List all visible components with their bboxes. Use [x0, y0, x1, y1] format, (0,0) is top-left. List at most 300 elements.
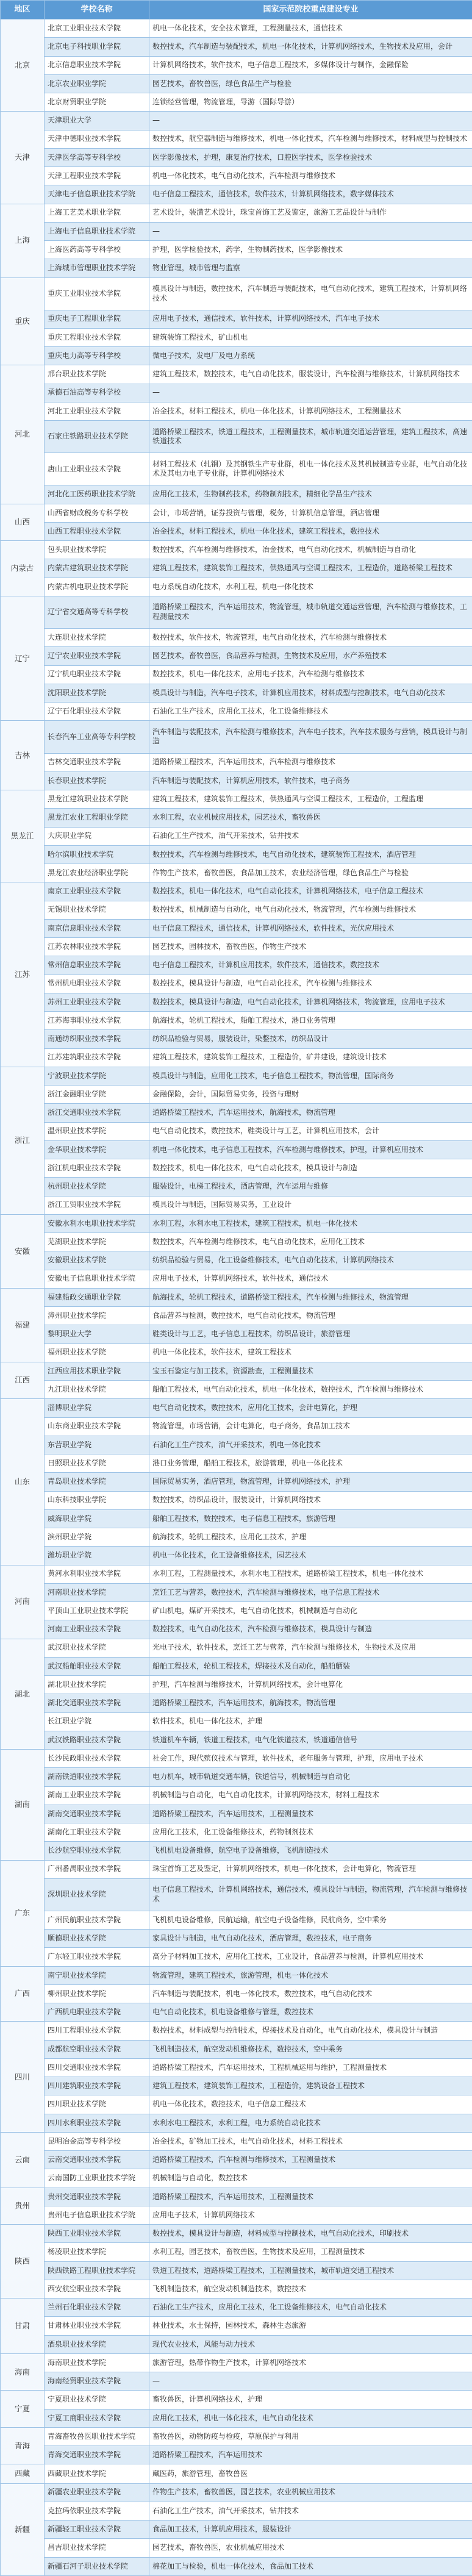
table-row [1, 1948, 472, 1966]
table-row [1, 1712, 472, 1731]
table-row [1, 809, 472, 827]
key-majors-cell: 数控技术，汽车制造与装配技术，机电一体化技术，计算机网络技术，生物技术及应用，会计 [149, 38, 472, 56]
school-name-cell: 山西省财政税务专科学校 [45, 504, 149, 522]
table-row [1, 901, 472, 919]
school-name-cell: 日照职业技术学院 [45, 1454, 149, 1473]
school-name-cell: 河北工业职业技术学院 [45, 402, 149, 420]
school-name-cell: 江苏建筑职业技术学院 [45, 1048, 149, 1067]
key-majors-cell: 高分子材料加工技术，应用化工技术，工业设计，食品营养与检测，计算机应用技术 [149, 1948, 472, 1966]
school-name-cell: 上海电子信息职业技术学院 [45, 222, 149, 240]
region-cell: 陕西 [1, 2225, 45, 2299]
table-row [1, 1620, 472, 1639]
key-majors-cell: 材料工程技术（轧钢）及其钢铁生产专业群，机电一体化技术及其机械制造专业群，电气自动化技术及其电力电子专业群，计算机网络技术 [149, 453, 472, 485]
table-row [1, 1657, 472, 1675]
table-row [1, 1805, 472, 1823]
table-row [1, 167, 472, 185]
school-name-cell: 贵州电子信息职业技术学院 [45, 2206, 149, 2224]
key-majors-cell: 物流管理，市场营销，会计电算化，电子商务，食品加工技术 [149, 1417, 472, 1436]
region-cell: 新疆 [1, 2483, 45, 2575]
school-name-cell: 承德石油高等专科学校 [45, 384, 149, 402]
school-name-cell: 昌吉职业技术学院 [45, 2539, 149, 2557]
table-row [1, 1750, 472, 1768]
school-name-cell: 南宁职业技术学院 [45, 1966, 149, 1984]
key-majors-cell: 道路桥梁工程技术，铁道工程技术，工程测量技术，城市轨道交通运营管理，建筑工程技术，高速铁道技术 [149, 421, 472, 453]
table-row [1, 1270, 472, 1288]
table-row [1, 2464, 472, 2483]
school-name-cell: 黑龙江建筑职业技术学院 [45, 790, 149, 809]
key-majors-cell: 建筑工程技术，建筑装饰工程技术，供热通风与空调工程技术，工程造价，工程监理 [149, 790, 472, 809]
table-row [1, 241, 472, 259]
school-name-cell: 浙江交通职业技术学院 [45, 1104, 149, 1122]
key-majors-cell: 航海技术，轮机工程技术，船舶工程技术，港口业务管理 [149, 1012, 472, 1030]
key-majors-cell: 建筑装饰工程技术，矿山机电 [149, 328, 472, 346]
key-majors-cell: 冶金技术，材料工程技术，机电一体化技术，建筑工程技术，数控技术 [149, 522, 472, 540]
table-row [1, 74, 472, 93]
school-name-cell: 福建船政交通职业学院 [45, 1288, 149, 1306]
school-name-cell: 青海交通职业技术学院 [45, 2446, 149, 2464]
key-majors-cell: 数控技术，机电一体化技术，应用电子技术，汽车检测与维修技术 [149, 665, 472, 684]
table-row [1, 1454, 472, 1473]
key-majors-cell: 园艺技术，畜牧兽医，食品营养与检测，生物技术及应用，水产养殖技术 [149, 647, 472, 665]
school-name-cell: 威海职业学院 [45, 1509, 149, 1528]
key-majors-cell: 飞机机电设备维修，民航运输，航空电子设备维修，民航商务，空中乘务 [149, 1911, 472, 1929]
table-row [1, 665, 472, 684]
key-majors-cell: 数控技术，纺织品设计，服装设计，计算机网络技术 [149, 1491, 472, 1509]
table-row [1, 1676, 472, 1694]
key-majors-cell: 航海技术，轮机工程技术，道路桥梁工程技术，汽车检测与维修技术，物流管理 [149, 1288, 472, 1306]
school-name-cell: 南通纺织职业技术学院 [45, 1030, 149, 1048]
key-majors-cell: 石油化工生产技术，应用化工技术，化工设备维修技术，电气自动化技术 [149, 2299, 472, 2317]
school-name-cell: 安徽水利水电职业技术学院 [45, 1214, 149, 1233]
key-majors-cell: 道路桥梁工程技术，汽车运用技术，工程机械运用与维护，工程测量技术 [149, 2058, 472, 2077]
school-name-cell: 湖南铁道职业技术学院 [45, 1768, 149, 1786]
school-name-cell: 长春职业技术学院 [45, 771, 149, 790]
key-majors-cell: 数控技术，电气自动化技术，汽车检测与维修技术，模具设计与制造 [149, 1620, 472, 1639]
key-majors-cell: 藏医药，旅游管理，畜牧兽医 [149, 2464, 472, 2483]
table-row [1, 204, 472, 222]
school-name-cell: 上海医药高等专科学校 [45, 241, 149, 259]
region-cell: 河南 [1, 1565, 45, 1639]
key-majors-cell: 机电一体化技术，化工设备维修技术，园艺技术 [149, 1547, 472, 1565]
school-name-cell: 黎明职业大学 [45, 1325, 149, 1343]
table-row [1, 20, 472, 38]
key-majors-cell: 石油化工生产技术，油气开采技术，机电一体化技术 [149, 1436, 472, 1454]
key-majors-cell: 数控技术，机电一体化技术，电气自动化技术，计算机网络技术，电子信息工程技术 [149, 882, 472, 901]
table-row [1, 222, 472, 240]
key-majors-cell: 应用电子技术，通信技术，软件技术，计算机网络技术，汽车电子技术 [149, 310, 472, 328]
table-row [1, 1159, 472, 1178]
school-name-cell: 芜湖职业技术学院 [45, 1233, 149, 1251]
school-name-cell: 四川水利职业技术学院 [45, 2114, 149, 2132]
table-row [1, 504, 472, 522]
school-name-cell: 四川建筑职业技术学院 [45, 2077, 149, 2095]
key-majors-cell: 道路桥梁工程技术，汽车运用技术，航海技术，物流管理 [149, 1104, 472, 1122]
table-row [1, 2372, 472, 2391]
key-majors-cell: 船舶工程技术，电气自动化技术，机电一体化技术，数控技术，汽车检测与维修技术 [149, 1381, 472, 1399]
key-majors-cell: 汽车制造与装配技术，机电一体化技术，数控技术，电气自动化技术 [149, 1984, 472, 2003]
table-row [1, 2188, 472, 2206]
key-majors-cell: 电气自动化技术，数控技术，应用化工技术，会计电算化，护理 [149, 1399, 472, 1417]
table-row [1, 1122, 472, 1140]
school-name-cell: 西安航空职业技术学院 [45, 2280, 149, 2298]
key-majors-cell: 石油化工生产技术，应用化工技术，化工设备维修技术 [149, 703, 472, 721]
key-majors-cell: 道路桥梁工程技术，汽车运用技术，工程测量技术 [149, 2188, 472, 2206]
school-name-cell: 苏州工业职业技术学院 [45, 993, 149, 1011]
key-majors-cell: 烹饪工艺与营养，数控技术，汽车检测与维修技术，电子信息工程技术 [149, 1583, 472, 1601]
table-row [1, 2040, 472, 2058]
header-key-majors: 国家示范院校重点建设专业 [149, 1, 472, 20]
key-majors-cell: 冶金技术，材料工程技术，机电一体化技术，计算机网络技术，工程测量技术 [149, 402, 472, 420]
school-name-cell: 上海城市管理职业技术学院 [45, 259, 149, 277]
key-majors-cell: 电子信息工程技术，计算机应用技术，软件技术，通信技术，数控技术 [149, 956, 472, 975]
table-row [1, 2225, 472, 2243]
school-name-cell: 武汉职业技术学院 [45, 1639, 149, 1657]
table-row [1, 1399, 472, 1417]
school-name-cell: 山东科技职业学院 [45, 1491, 149, 1509]
region-cell: 浙江 [1, 1067, 45, 1214]
key-majors-cell: 艺术设计，装潢艺术设计，珠宝首饰工艺及鉴定，旅游工艺品设计与制作 [149, 204, 472, 222]
table-row [1, 347, 472, 365]
key-majors-cell: 建筑工程技术，建筑装饰工程技术，工程造价，矿井建设，建筑设计技术 [149, 1048, 472, 1067]
table-row [1, 1104, 472, 1122]
region-cell: 广西 [1, 1966, 45, 2022]
table-row [1, 684, 472, 702]
table-row [1, 1694, 472, 1712]
key-majors-cell: 电气自动化技术，数控技术，鞋类设计与工艺，计算机应用技术，会计 [149, 1122, 472, 1140]
table-row [1, 919, 472, 937]
region-cell: 甘肃 [1, 2299, 45, 2354]
school-name-cell: 温州职业技术学院 [45, 1122, 149, 1140]
school-name-cell: 山东商业职业技术学院 [45, 1417, 149, 1436]
school-name-cell: 河北化工医药职业技术学院 [45, 485, 149, 504]
school-name-cell: 青海畜牧兽医职业技术学院 [45, 2427, 149, 2445]
school-name-cell: 天津职业大学 [45, 112, 149, 130]
table-row [1, 1473, 472, 1491]
school-name-cell: 哈尔滨职业技术学院 [45, 845, 149, 864]
school-name-cell: 上海工艺美术职业学院 [45, 204, 149, 222]
region-cell: 海南 [1, 2353, 45, 2391]
school-name-cell: 北京电子科技职业学院 [45, 38, 149, 56]
school-name-cell: 重庆工业职业技术学院 [45, 277, 149, 310]
table-row [1, 2003, 472, 2022]
table-row [1, 629, 472, 647]
key-majors-cell: 家具设计与制造，电气自动化技术，酒店管理，数控技术，电子商务 [149, 1930, 472, 1948]
key-majors-cell: 微电子技术，发电厂及电力系统 [149, 347, 472, 365]
key-majors-cell: 园艺技术，畜牧兽医，绿色食品生产与检验 [149, 74, 472, 93]
key-majors-cell: 飞机机电设备维修，航空电子设备维修，飞机制造技术 [149, 1842, 472, 1860]
key-majors-cell: 应用电子技术，计算机网络技术 [149, 2206, 472, 2224]
key-majors-cell: 园艺技术，园林技术，畜牧兽医，作物生产技术 [149, 938, 472, 956]
key-majors-cell: 水利水电工程技术，水利工程，电力系统自动化技术 [149, 2114, 472, 2132]
table-row [1, 2169, 472, 2188]
school-name-cell: 南京信息职业技术学院 [45, 919, 149, 937]
school-name-cell: 常州机电职业技术学院 [45, 975, 149, 993]
table-row [1, 1251, 472, 1270]
school-name-cell: 杨凌职业技术学院 [45, 2243, 149, 2261]
school-name-cell: 湖南工业职业技术学院 [45, 1786, 149, 1805]
table-row [1, 2391, 472, 2409]
table-row [1, 1012, 472, 1030]
key-majors-cell: 林业技术，水土保持，园林技术，森林生态旅游 [149, 2317, 472, 2335]
table-row [1, 2132, 472, 2150]
key-majors-cell: 道路桥梁工程技术，汽车运用技术，航海技术，物流管理 [149, 1694, 472, 1712]
table-row [1, 2335, 472, 2353]
table-row [1, 1509, 472, 1528]
school-name-cell: 常州信息职业技术学院 [45, 956, 149, 975]
key-majors-cell: 数控技术，材料成型与控制技术，焊接技术及自动化，电气自动化技术，模具设计与制造 [149, 2022, 472, 2040]
table-row [1, 1639, 472, 1657]
school-name-cell: 重庆工程职业技术学院 [45, 328, 149, 346]
key-majors-cell: 应用化工技术，机电一体化技术，电气自动化技术 [149, 2409, 472, 2427]
key-majors-cell: 应用化工技术，化工设备维修技术，药物制剂技术 [149, 1823, 472, 1842]
table-row [1, 2539, 472, 2557]
school-name-cell: 石家庄铁路职业技术学院 [45, 421, 149, 453]
school-name-cell: 顺德职业技术学院 [45, 1930, 149, 1948]
key-majors-cell: 医学影像技术，护理，康复治疗技术，口腔医学技术，医学检验技术 [149, 148, 472, 166]
region-cell: 北京 [1, 20, 45, 112]
table-row [1, 56, 472, 74]
region-cell: 天津 [1, 112, 45, 204]
table-row [1, 259, 472, 277]
school-name-cell: 天津电子信息职业技术学院 [45, 185, 149, 204]
region-cell: 广东 [1, 1860, 45, 1966]
region-cell: 湖北 [1, 1639, 45, 1750]
school-name-cell: 湖北交通职业技术学院 [45, 1694, 149, 1712]
key-majors-cell: 铁道工程技术，道路桥梁工程技术，工程测量技术，城市轨道交通工程技术 [149, 2261, 472, 2280]
school-name-cell: 长江职业学院 [45, 1712, 149, 1731]
table-row [1, 365, 472, 384]
school-name-cell: 辽宁机电职业技术学院 [45, 665, 149, 684]
school-name-cell: 大庆职业学院 [45, 827, 149, 845]
key-majors-cell: 飞机制造技术，航空发动机维修技术，数控技术，空中乘务 [149, 2040, 472, 2058]
region-cell: 湖南 [1, 1750, 45, 1861]
school-name-cell: 沈阳职业技术学院 [45, 684, 149, 702]
school-name-cell: 四川职业技术学院 [45, 2095, 149, 2114]
key-majors-cell: 水利工程，农业机械应用技术，园艺技术，畜牧兽医 [149, 809, 472, 827]
school-name-cell: 贵州交通职业技术学院 [45, 2188, 149, 2206]
table-row [1, 703, 472, 721]
region-cell: 黑龙江 [1, 790, 45, 882]
school-name-cell: 滨州职业学院 [45, 1528, 149, 1547]
school-name-cell: 长沙航空职业技术学院 [45, 1842, 149, 1860]
key-majors-cell: 道路桥梁工程技术，汽车运用技术，汽车检测与维修技术 [149, 753, 472, 771]
table-row [1, 956, 472, 975]
table-row [1, 1196, 472, 1214]
key-majors-cell: 建筑工程技术，建筑装饰工程技术，供热通风与空调工程技术，工程造价，道路桥梁工程技术 [149, 559, 472, 578]
key-majors-cell: 畜牧兽医，计算机网络技术，护理 [149, 2391, 472, 2409]
key-majors-cell: 物业管理，城市管理与监察 [149, 259, 472, 277]
table-row [1, 2353, 472, 2372]
school-name-cell: 北京工业职业技术学院 [45, 20, 149, 38]
key-majors-cell: 建筑工程技术，建筑装饰工程技术，工程造价，建筑设备工程技术 [149, 2077, 472, 2095]
school-name-cell: 湖南化工职业技术学院 [45, 1823, 149, 1842]
key-majors-cell: — [149, 112, 472, 130]
key-majors-cell: 电力机车，城市轨道交通车辆，铁道信号，机械制造与自动化 [149, 1768, 472, 1786]
key-majors-cell: 纺织品检验与贸易，化工设备维修技术，电气自动化技术，计算机网络技术 [149, 1251, 472, 1270]
table-row [1, 2206, 472, 2224]
table-row [1, 2243, 472, 2261]
table-row [1, 185, 472, 204]
key-majors-cell: 数控技术，软件技术，物流管理，电气自动化技术，汽车检测与维修技术 [149, 629, 472, 647]
region-cell: 重庆 [1, 277, 45, 365]
school-name-cell: 山西工程职业技术学院 [45, 522, 149, 540]
table-row [1, 1823, 472, 1842]
table-row [1, 1343, 472, 1362]
table-row [1, 2521, 472, 2539]
table-row [1, 2409, 472, 2427]
school-name-cell: 柳州职业技术学院 [45, 1984, 149, 2003]
school-name-cell: 广西机电职业技术学院 [45, 2003, 149, 2022]
school-name-cell: 平顶山工业职业技术学院 [45, 1602, 149, 1620]
school-name-cell: 陕西铁路工程职业技术学院 [45, 2261, 149, 2280]
school-name-cell: 安徽电子信息职业技术学院 [45, 1270, 149, 1288]
school-name-cell: 重庆电力高等专科学校 [45, 347, 149, 365]
table-row [1, 1233, 472, 1251]
key-majors-cell: 光电子技术，软件技术，烹饪工艺与营养，汽车检测与维修技术，生物技术及应用 [149, 1639, 472, 1657]
school-name-cell: 兰州石化职业技术学院 [45, 2299, 149, 2317]
key-majors-cell: 棉花加工与检验，机电一体化技术，食品加工技术 [149, 2557, 472, 2575]
table-row [1, 2022, 472, 2040]
table-row [1, 1786, 472, 1805]
region-cell: 福建 [1, 1288, 45, 1362]
school-name-cell: 江西应用技术职业学院 [45, 1362, 149, 1380]
school-name-cell: 内蒙古建筑职业技术学院 [45, 559, 149, 578]
table-row [1, 2502, 472, 2520]
school-name-cell: 天津医学高等专科学校 [45, 148, 149, 166]
key-majors-cell: 数控技术，汽车检测与维修技术，电气自动化技术，建筑装饰工程技术，酒店管理 [149, 845, 472, 864]
school-name-cell: 北京信息职业技术学院 [45, 56, 149, 74]
key-majors-cell: 水利工程，水利水电工程技术，建筑工程技术，机电一体化技术 [149, 1214, 472, 1233]
school-name-cell: 吉林交通职业技术学院 [45, 753, 149, 771]
region-cell: 河北 [1, 365, 45, 504]
school-name-cell: 深圳职业技术学院 [45, 1878, 149, 1911]
key-majors-cell: 数控技术，模具设计与制造，电气自动化技术，汽车检测与维修技术 [149, 975, 472, 993]
key-majors-cell: 矿山机电，煤矿开采技术，电气自动化技术，机械制造与自动化 [149, 1602, 472, 1620]
school-name-cell: 陕西工业职业技术学院 [45, 2225, 149, 2243]
region-cell: 宁夏 [1, 2391, 45, 2428]
school-name-cell: 云南国防工业职业技术学院 [45, 2169, 149, 2188]
key-majors-cell: 应用电子技术，计算机网络技术，软件技术，通信技术 [149, 1270, 472, 1288]
key-majors-cell: 电气自动化技术，机电设备维修与管理，数控技术 [149, 2003, 472, 2022]
table-row [1, 882, 472, 901]
table-row [1, 453, 472, 485]
region-cell: 四川 [1, 2022, 45, 2133]
table-row [1, 1911, 472, 1929]
school-name-cell: 辽宁省交通高等专科学校 [45, 596, 149, 628]
table-row [1, 938, 472, 956]
key-majors-cell: 纺织品检验与贸易，服装设计，染整技术，纺织品设计 [149, 1030, 472, 1048]
school-name-cell: 宁夏职业技术学院 [45, 2391, 149, 2409]
key-majors-cell: 连锁经营管理，物流管理，导游（国际导游） [149, 93, 472, 112]
key-majors-cell: 数控技术，航空器制造与维修技术，机电一体化技术，汽车检测与维修技术，材料成型与控制技术 [149, 130, 472, 148]
school-name-cell: 海南职业技术学院 [45, 2353, 149, 2372]
table-row [1, 845, 472, 864]
table-row [1, 753, 472, 771]
table-body [1, 20, 472, 2576]
school-name-cell: 天津中德职业技术学院 [45, 130, 149, 148]
key-majors-cell: 畜牧兽医，动物防疫与检疫，草原保护与利用 [149, 2427, 472, 2445]
key-majors-cell: 铁道机车车辆，铁道工程技术，电气化铁道技术，铁道通信信号 [149, 1731, 472, 1749]
key-majors-cell: 旅游管理，热带作物生产技术，计算机网络技术 [149, 2353, 472, 2372]
key-majors-cell: 应用化工技术，生物制药技术，药物制剂技术，精细化学品生产技术 [149, 485, 472, 504]
table-row [1, 790, 472, 809]
school-name-cell: 新疆轻工职业技术学院 [45, 2521, 149, 2539]
region-cell: 山西 [1, 504, 45, 541]
key-majors-cell: 数控技术，机械制造与自动化，电气自动化技术，物流管理，汽车检测与维修技术 [149, 901, 472, 919]
school-name-cell: 四川工程职业技术学院 [45, 2022, 149, 2040]
table-row [1, 1966, 472, 1984]
table-row [1, 485, 472, 504]
key-majors-cell: 机电一体化技术，电气自动化技术，汽车检测与维修技术 [149, 167, 472, 185]
table-row [1, 2483, 472, 2502]
key-majors-cell: 模具设计与制造，国际贸易实务，工业设计 [149, 1196, 472, 1214]
school-name-cell: 甘肃林业职业技术学院 [45, 2317, 149, 2335]
key-majors-cell: 机械制造与自动化，电气自动化技术，计算机网络技术，材料工程技术 [149, 1786, 472, 1805]
key-majors-cell: 食品营养与检测，数控技术，电气自动化技术，物流管理 [149, 1307, 472, 1325]
school-name-cell: 宁夏工商职业技术学院 [45, 2409, 149, 2427]
key-majors-cell: 数控技术，模具设计与制造，材料成型与控制技术，电气自动化技术，印刷技术 [149, 2225, 472, 2243]
table-row [1, 1307, 472, 1325]
school-name-cell: 武汉铁路职业技术学院 [45, 1731, 149, 1749]
key-majors-cell: 模具设计与制造，汽车电子技术，计算机应用技术，材料成型与控制技术，电气自动化技术 [149, 684, 472, 702]
key-majors-cell: 石油化工生产技术，油气开采技术，钻井技术 [149, 827, 472, 845]
region-cell: 江苏 [1, 882, 45, 1067]
key-majors-cell: 作物生产技术，畜牧兽医，园艺技术，农业机械应用技术 [149, 2483, 472, 2502]
table-row [1, 1214, 472, 1233]
table-row [1, 1984, 472, 2003]
school-name-cell: 浙江金融职业学院 [45, 1086, 149, 1104]
school-name-cell: 河南工业职业技术学院 [45, 1620, 149, 1639]
key-majors-cell: 船舶工程技术，数控技术，电子信息工程技术，旅游管理 [149, 1509, 472, 1528]
key-majors-cell: 数控技术，汽车检测与维修技术，电气自动化技术，应用化工技术 [149, 1233, 472, 1251]
school-name-cell: 酒泉职业技术学院 [45, 2335, 149, 2353]
table-row [1, 1288, 472, 1306]
table-row [1, 112, 472, 130]
key-majors-cell: 鞋类设计与工艺，电子信息工程技术，纺织品设计，旅游管理 [149, 1325, 472, 1343]
region-cell: 云南 [1, 2132, 45, 2188]
region-cell: 上海 [1, 204, 45, 277]
key-majors-cell: 道路桥梁工程技术，汽车运用技术，工程测量技术 [149, 1805, 472, 1823]
table-row [1, 771, 472, 790]
key-majors-cell: — [149, 384, 472, 402]
key-majors-cell: 道路桥梁工程技术，汽车运用技术，物流管理，城市轨道交通运营管理，汽车检测与维修技术，工程测量技术 [149, 596, 472, 628]
school-name-cell: 武汉船舶职业技术学院 [45, 1657, 149, 1675]
school-name-cell: 湖北职业技术学院 [45, 1676, 149, 1694]
table-row [1, 2280, 472, 2298]
school-name-cell: 海南经贸职业技术学院 [45, 2372, 149, 2391]
school-name-cell: 西藏职业技术学院 [45, 2464, 149, 2483]
table-row [1, 596, 472, 628]
table-row [1, 2095, 472, 2114]
table-row [1, 328, 472, 346]
key-majors-cell: 飞机制造技术，航空发动机制造技术，数控技术 [149, 2280, 472, 2298]
school-name-cell: 广东轻工职业技术学院 [45, 1948, 149, 1966]
region-cell: 吉林 [1, 721, 45, 790]
table-row [1, 1731, 472, 1749]
key-majors-cell: 电子信息工程技术，通信技术，计算机网络技术，软件技术，光伏应用技术 [149, 919, 472, 937]
table-row [1, 1565, 472, 1583]
table-row [1, 1362, 472, 1380]
table-row [1, 38, 472, 56]
key-majors-cell: 计算机网络技术，软件技术，电子信息工程技术，多媒体设计与制作，金融保险 [149, 56, 472, 74]
table-row [1, 2151, 472, 2169]
school-name-cell: 江苏农林职业技术学院 [45, 938, 149, 956]
key-majors-cell: 数控技术，模具设计与制造，电气自动化技术，计算机网络技术，物流管理，应用电子技术 [149, 993, 472, 1011]
school-name-cell: 黄河水利职业技术学院 [45, 1565, 149, 1583]
key-majors-cell: 冶金技术，矿物加工技术，电气自动化技术，材料工程技术 [149, 2132, 472, 2150]
table-row [1, 2446, 472, 2464]
table-row [1, 93, 472, 112]
